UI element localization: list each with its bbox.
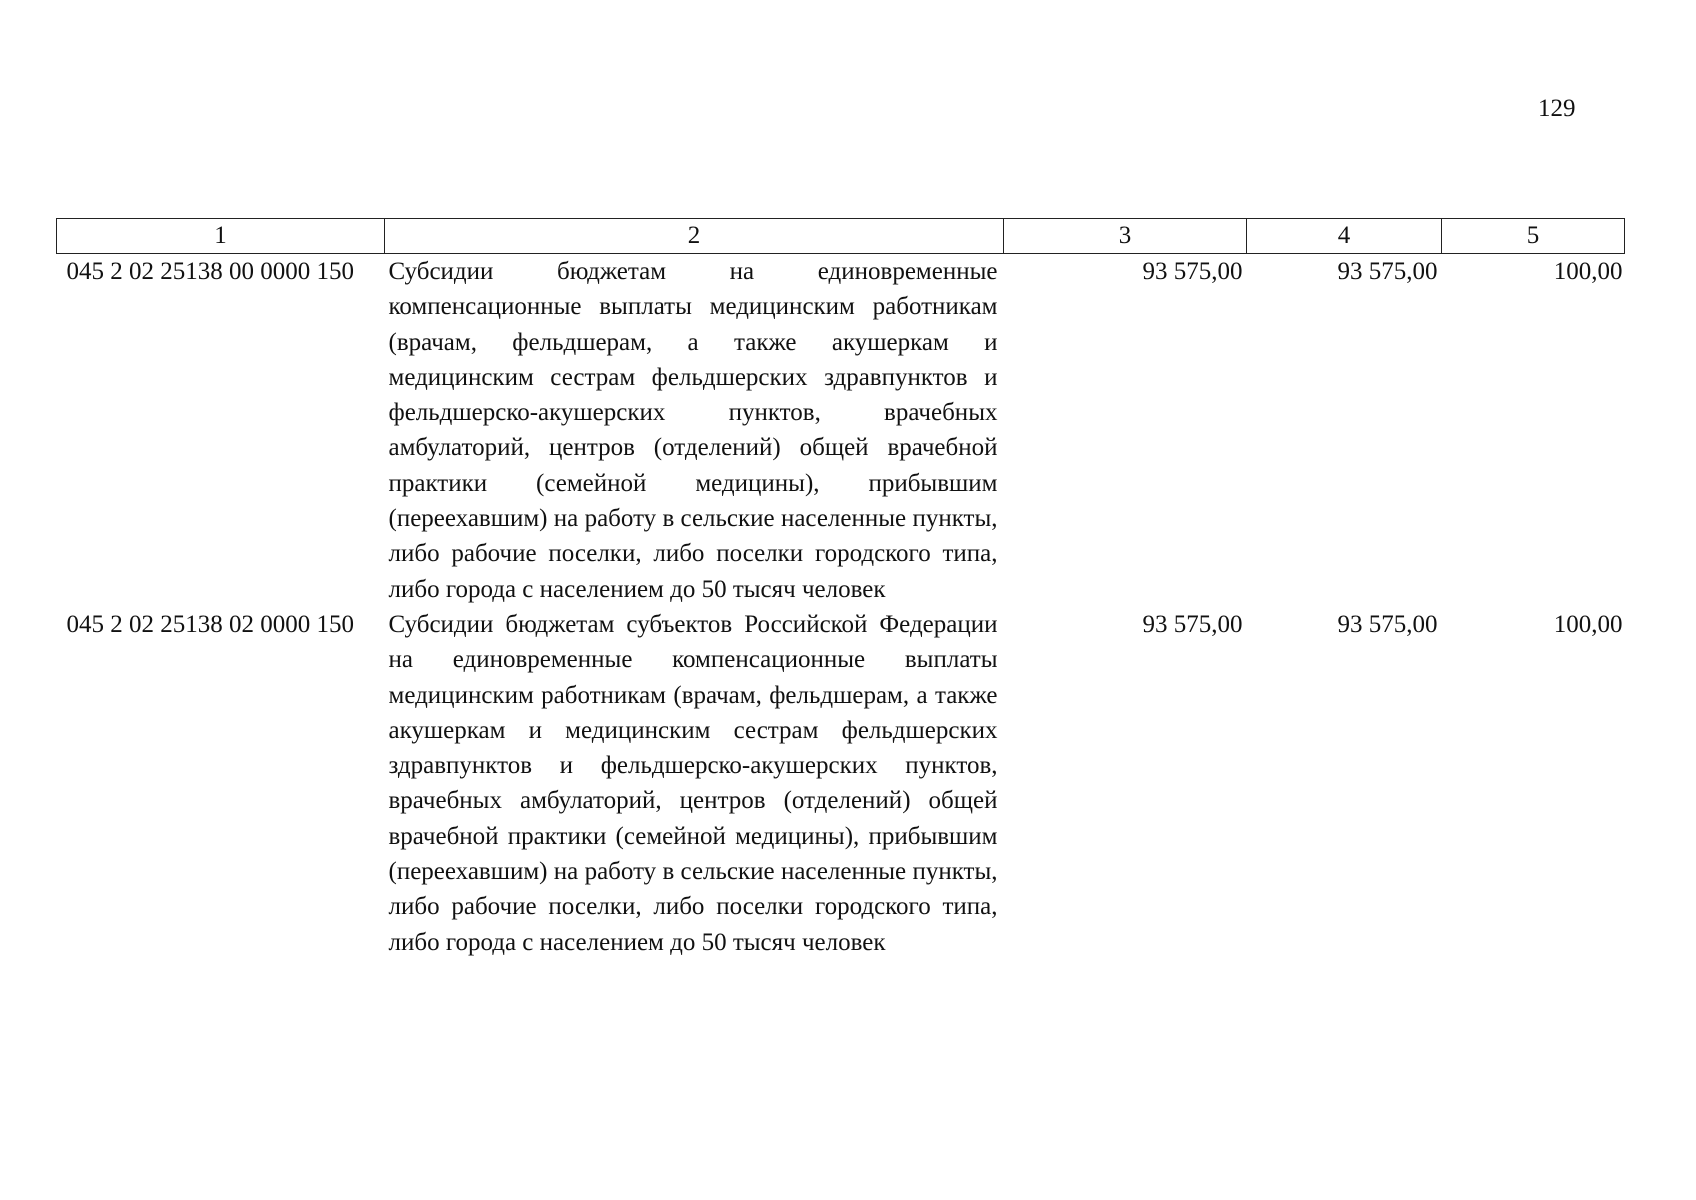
- row-code: 045 2 02 25138 00 0000 150: [66, 258, 354, 285]
- row-value-col4: 93 575,00: [1337, 258, 1438, 285]
- header-col-3: 3: [1004, 219, 1247, 254]
- row-value-col4: 93 575,00: [1337, 610, 1438, 638]
- page-number: 129: [1538, 95, 1576, 122]
- header-col-1: 1: [57, 219, 385, 254]
- table-row: [57, 254, 1625, 607]
- table-row: [57, 607, 1625, 960]
- row-value-col3: 93 575,00: [1142, 258, 1243, 285]
- budget-table: [56, 218, 1625, 960]
- row-code: 045 2 02 25138 02 0000 150: [66, 610, 354, 638]
- header-row: [57, 219, 1625, 254]
- row-value-col5: 100,00: [1553, 610, 1623, 638]
- table-header: [57, 219, 1625, 254]
- header-col-4: 4: [1247, 219, 1442, 254]
- row-description: Субсидии бюджетам субъектов Российской Федерации на единовременные компенсационные выплаты медицинским работникам (врачам, фельдшерам, а также акушеркам и медицинским сестрам фельдшерских здравпунктов и фельдшерско-акушерских пунктов, врачебных амбулаторий, центров (отделений) общей врачебной практики (семейной медицины), прибывшим (переехавшим) на работу в сельские населенные пункты, либо рабочие поселки, либо поселки городского типа, либо города с населением до 50 тысяч человек: [388, 610, 998, 956]
- header-col-5: 5: [1442, 219, 1625, 254]
- row-value-col5: 100,00: [1553, 258, 1623, 285]
- row-value-col3: 93 575,00: [1142, 610, 1243, 638]
- row-description: Субсидии бюджетам на единовременные компенсационные выплаты медицинским работникам (врачам, фельдшерам, а также акушеркам и медицинским сестрам фельдшерских здравпунктов и фельдшерско-акушерских пунктов, врачебных амбулаторий, центров (отделений) общей врачебной практики (семейной медицины), прибывшим (переехавшим) на работу в сельские населенные пункты, либо рабочие поселки, либо поселки городского типа, либо города с населением до 50 тысяч человек: [388, 258, 998, 603]
- table-body: [57, 254, 1625, 960]
- header-col-2: 2: [385, 219, 1004, 254]
